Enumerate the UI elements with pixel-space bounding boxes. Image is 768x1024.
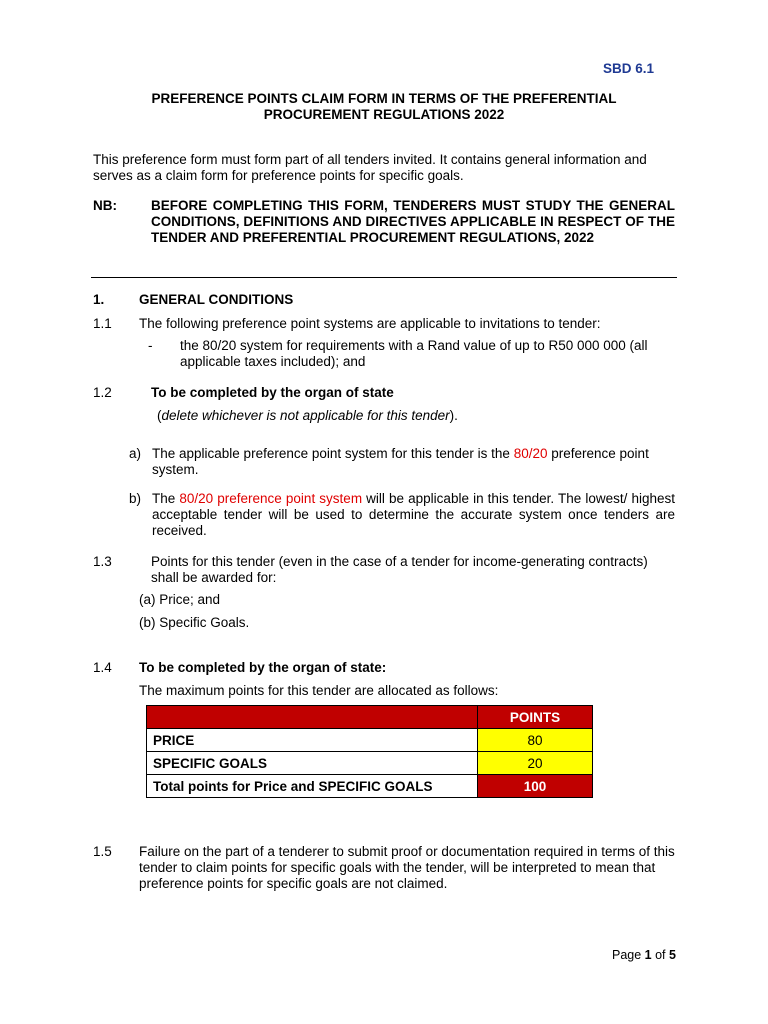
item-b-text: The 80/20 preference point system will be applicable in this tender. The lowest/ highest acceptable tender will be used to determine the accurate system once tenders are received. [152, 491, 675, 538]
table-header-cell [147, 706, 478, 729]
table-cell-label: Total points for Price and SPECIFIC GOALS [147, 775, 478, 798]
table-row [147, 775, 593, 798]
title-line-1: PREFERENCE POINTS CLAIM FORM IN TERMS OF THE PREFERENTIAL [151, 91, 617, 106]
section-1-2-heading: To be completed by the organ of state [151, 385, 394, 400]
nb-label: NB: [93, 198, 117, 213]
section-1-1-number: 1.1 [93, 316, 112, 331]
page-title [91, 91, 677, 123]
table-cell-value: 80 [478, 729, 593, 752]
section-1-3-item-a: (a) Price; and [139, 592, 221, 607]
bullet-dash: - [148, 338, 153, 353]
item-b-highlight: 80/20 preference point system [179, 491, 363, 506]
section-1-4-heading: To be completed by the organ of state: [139, 660, 387, 675]
section-1-3-text: Points for this tender (even in the case of a tender for income-generating contracts) shall be awarded for: [151, 554, 648, 585]
table-row [147, 752, 593, 775]
document-reference: SBD 6.1 [603, 61, 655, 76]
table-cell-total: 100 [478, 775, 593, 798]
section-1-3-item-b: (b) Specific Goals. [139, 615, 250, 630]
section-1-3-number: 1.3 [93, 554, 112, 569]
item-a-label: a) [129, 446, 142, 461]
title-line-2: PROCUREMENT REGULATIONS 2022 [263, 107, 505, 122]
section-1-heading: GENERAL CONDITIONS [139, 292, 294, 307]
item-a-text: The applicable preference point system for this tender is the 80/20 preference point system. [152, 446, 649, 477]
table-header-points: POINTS [478, 706, 593, 729]
table-cell-value: 20 [478, 752, 593, 775]
intro-paragraph: This preference form must form part of all tenders invited. It contains general information and serves as a claim form for preference points for specific goals. [93, 152, 647, 183]
item-b-label: b) [129, 491, 142, 506]
points-table [146, 705, 593, 798]
section-1-2-note-italic: delete whichever is not applicable for this tender [161, 408, 450, 423]
divider-rule [91, 277, 677, 278]
table-row [147, 729, 593, 752]
table-cell-label: PRICE [147, 729, 478, 752]
section-1-2-number: 1.2 [93, 385, 112, 400]
bullet-text: the 80/20 system for requirements with a Rand value of up to R50 000 000 (all applicable taxes included); and [180, 338, 648, 369]
page-number: Page 1 of 5 [612, 948, 676, 962]
section-1-5-text: Failure on the part of a tenderer to submit proof or documentation required in terms of this tender to claim points for specific goals with the tender, will be interpreted to mean that preference points for specific goals are not claimed. [139, 844, 675, 891]
section-1-4-number: 1.4 [93, 660, 112, 675]
section-1-2-note: (delete whichever is not applicable for this tender). [157, 408, 458, 423]
section-1-number: 1. [93, 292, 105, 307]
table-cell-label: SPECIFIC GOALS [147, 752, 478, 775]
section-1-4-text: The maximum points for this tender are allocated as follows: [139, 683, 499, 698]
table-header-row [147, 706, 593, 729]
item-a-highlight: 80/20 [513, 446, 548, 461]
section-1-1-text: The following preference point systems are applicable to invitations to tender: [139, 316, 601, 331]
nb-text: BEFORE COMPLETING THIS FORM, TENDERERS MUST STUDY THE GENERAL CONDITIONS, DEFINITIONS AND DIRECTIVES APPLICABLE IN RESPECT OF THE TENDER AND PREFERENTIAL PROCUREMENT REGULATIONS, 2022 [151, 198, 675, 245]
section-1-5-number: 1.5 [93, 844, 112, 859]
